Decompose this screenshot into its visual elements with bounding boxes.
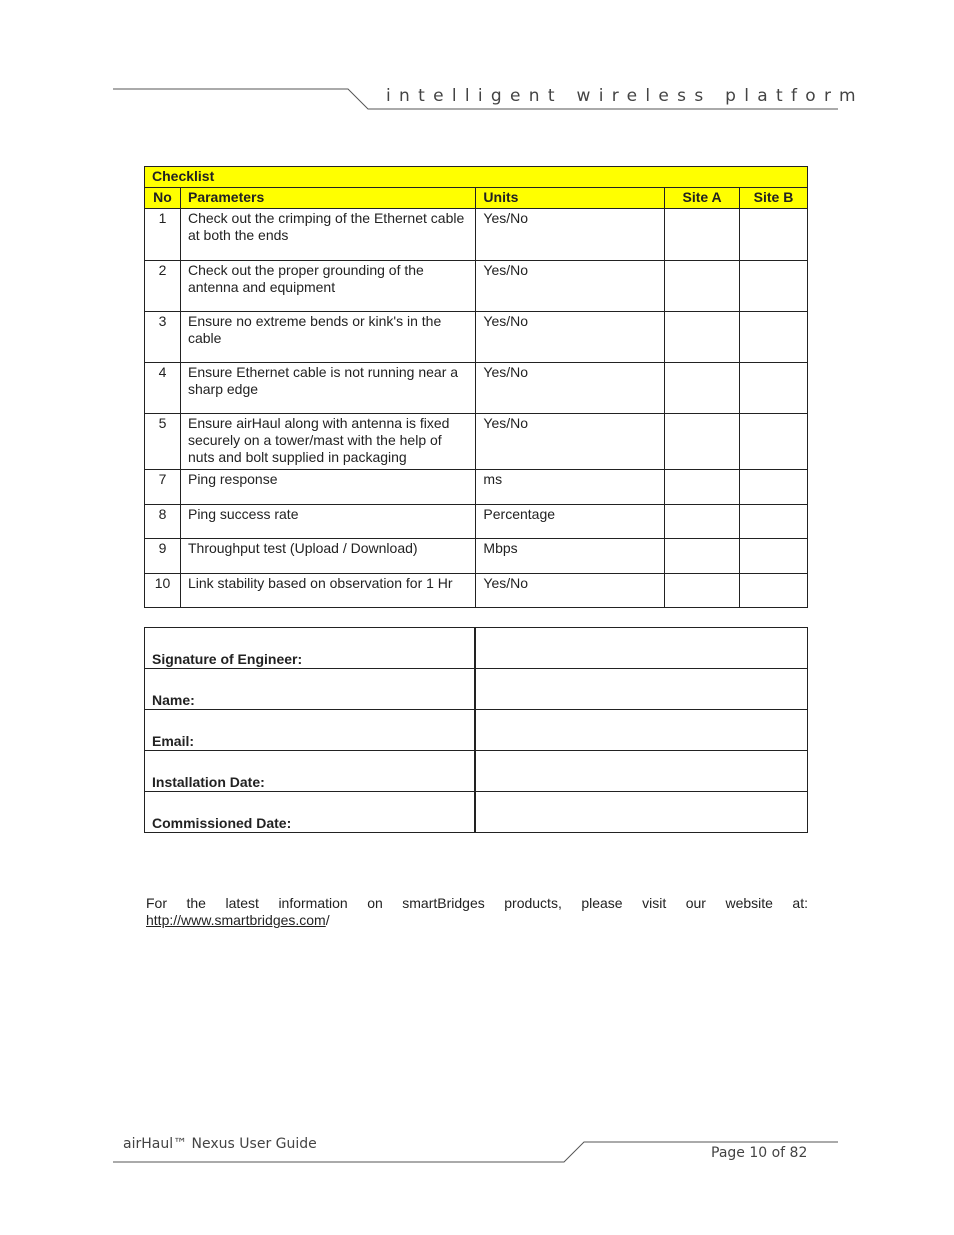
- site-b-cell[interactable]: [740, 261, 808, 312]
- signoff-row: [145, 669, 808, 710]
- installation-date-field[interactable]: [475, 751, 807, 792]
- name-label: Name:: [145, 669, 476, 710]
- site-a-cell[interactable]: [665, 539, 740, 574]
- row-units: Yes/No: [476, 209, 665, 261]
- col-site-a: Site A: [665, 188, 740, 209]
- signoff-table: [144, 627, 808, 833]
- site-b-cell[interactable]: [740, 312, 808, 363]
- name-field[interactable]: [475, 669, 807, 710]
- site-b-cell[interactable]: [740, 209, 808, 261]
- site-a-cell[interactable]: [665, 505, 740, 539]
- checklist-title: Checklist: [145, 167, 808, 188]
- signoff-row: [145, 751, 808, 792]
- checklist-table: [144, 166, 808, 608]
- checklist-header-row: [145, 188, 808, 209]
- row-units: Percentage: [476, 505, 665, 539]
- footer-page-number: Page 10 of 82: [711, 1145, 808, 1161]
- row-no: 5: [145, 414, 181, 470]
- col-site-b: Site B: [740, 188, 808, 209]
- installation-date-label: Installation Date:: [145, 751, 476, 792]
- site-b-cell[interactable]: [740, 574, 808, 608]
- row-parameter: Ping success rate: [180, 505, 475, 539]
- signature-label: Signature of Engineer:: [145, 628, 476, 669]
- row-parameter: Throughput test (Upload / Download): [180, 539, 475, 574]
- signoff-row: [145, 710, 808, 751]
- col-no: No: [145, 188, 181, 209]
- email-field[interactable]: [475, 710, 807, 751]
- website-link[interactable]: http://www.smartbridges.com: [146, 912, 326, 928]
- row-no: 3: [145, 312, 181, 363]
- row-no: 10: [145, 574, 181, 608]
- table-row: [145, 363, 808, 414]
- header-tagline: intelligent wireless platform: [386, 86, 864, 106]
- site-a-cell[interactable]: [665, 261, 740, 312]
- row-units: Yes/No: [476, 261, 665, 312]
- site-a-cell[interactable]: [665, 312, 740, 363]
- col-parameters: Parameters: [180, 188, 475, 209]
- email-label: Email:: [145, 710, 476, 751]
- row-units: Yes/No: [476, 312, 665, 363]
- row-parameter: Ensure airHaul along with antenna is fixed securely on a tower/mast with the help of nuts and bolt supplied in packaging: [180, 414, 475, 470]
- row-parameter: Ping response: [180, 470, 475, 505]
- row-no: 4: [145, 363, 181, 414]
- site-a-cell[interactable]: [665, 470, 740, 505]
- site-a-cell[interactable]: [665, 574, 740, 608]
- signature-field[interactable]: [475, 628, 807, 669]
- site-b-cell[interactable]: [740, 363, 808, 414]
- commissioned-date-label: Commissioned Date:: [145, 792, 476, 833]
- row-units: Yes/No: [476, 414, 665, 470]
- row-units: Mbps: [476, 539, 665, 574]
- website-link-suffix: /: [325, 912, 330, 928]
- row-units: ms: [476, 470, 665, 505]
- row-no: 9: [145, 539, 181, 574]
- row-units: Yes/No: [476, 574, 665, 608]
- row-parameter: Check out the crimping of the Ethernet cable at both the ends: [180, 209, 475, 261]
- table-row: [145, 539, 808, 574]
- row-parameter: Check out the proper grounding of the antenna and equipment: [180, 261, 475, 312]
- col-units: Units: [476, 188, 665, 209]
- table-row: [145, 261, 808, 312]
- site-b-cell[interactable]: [740, 505, 808, 539]
- site-a-cell[interactable]: [665, 363, 740, 414]
- table-row: [145, 505, 808, 539]
- row-parameter: Link stability based on observation for 1 Hr: [180, 574, 475, 608]
- row-parameter: Ensure no extreme bends or kink's in the cable: [180, 312, 475, 363]
- table-row: [145, 209, 808, 261]
- row-no: 7: [145, 470, 181, 505]
- site-b-cell[interactable]: [740, 539, 808, 574]
- row-parameter: Ensure Ethernet cable is not running near a sharp edge: [180, 363, 475, 414]
- signoff-row: [145, 628, 808, 669]
- signoff-row: [145, 792, 808, 833]
- info-text: For the latest information on smartBridges products, please visit our website at:: [146, 895, 808, 911]
- row-no: 1: [145, 209, 181, 261]
- table-row: [145, 312, 808, 363]
- footer-guide-title: airHaul™ Nexus User Guide: [123, 1136, 317, 1152]
- row-no: 2: [145, 261, 181, 312]
- commissioned-date-field[interactable]: [475, 792, 807, 833]
- table-row: [145, 414, 808, 470]
- site-b-cell[interactable]: [740, 414, 808, 470]
- site-a-cell[interactable]: [665, 209, 740, 261]
- row-no: 8: [145, 505, 181, 539]
- row-units: Yes/No: [476, 363, 665, 414]
- website-line: [146, 912, 330, 929]
- table-row: [145, 470, 808, 505]
- table-row: [145, 574, 808, 608]
- site-a-cell[interactable]: [665, 414, 740, 470]
- site-b-cell[interactable]: [740, 470, 808, 505]
